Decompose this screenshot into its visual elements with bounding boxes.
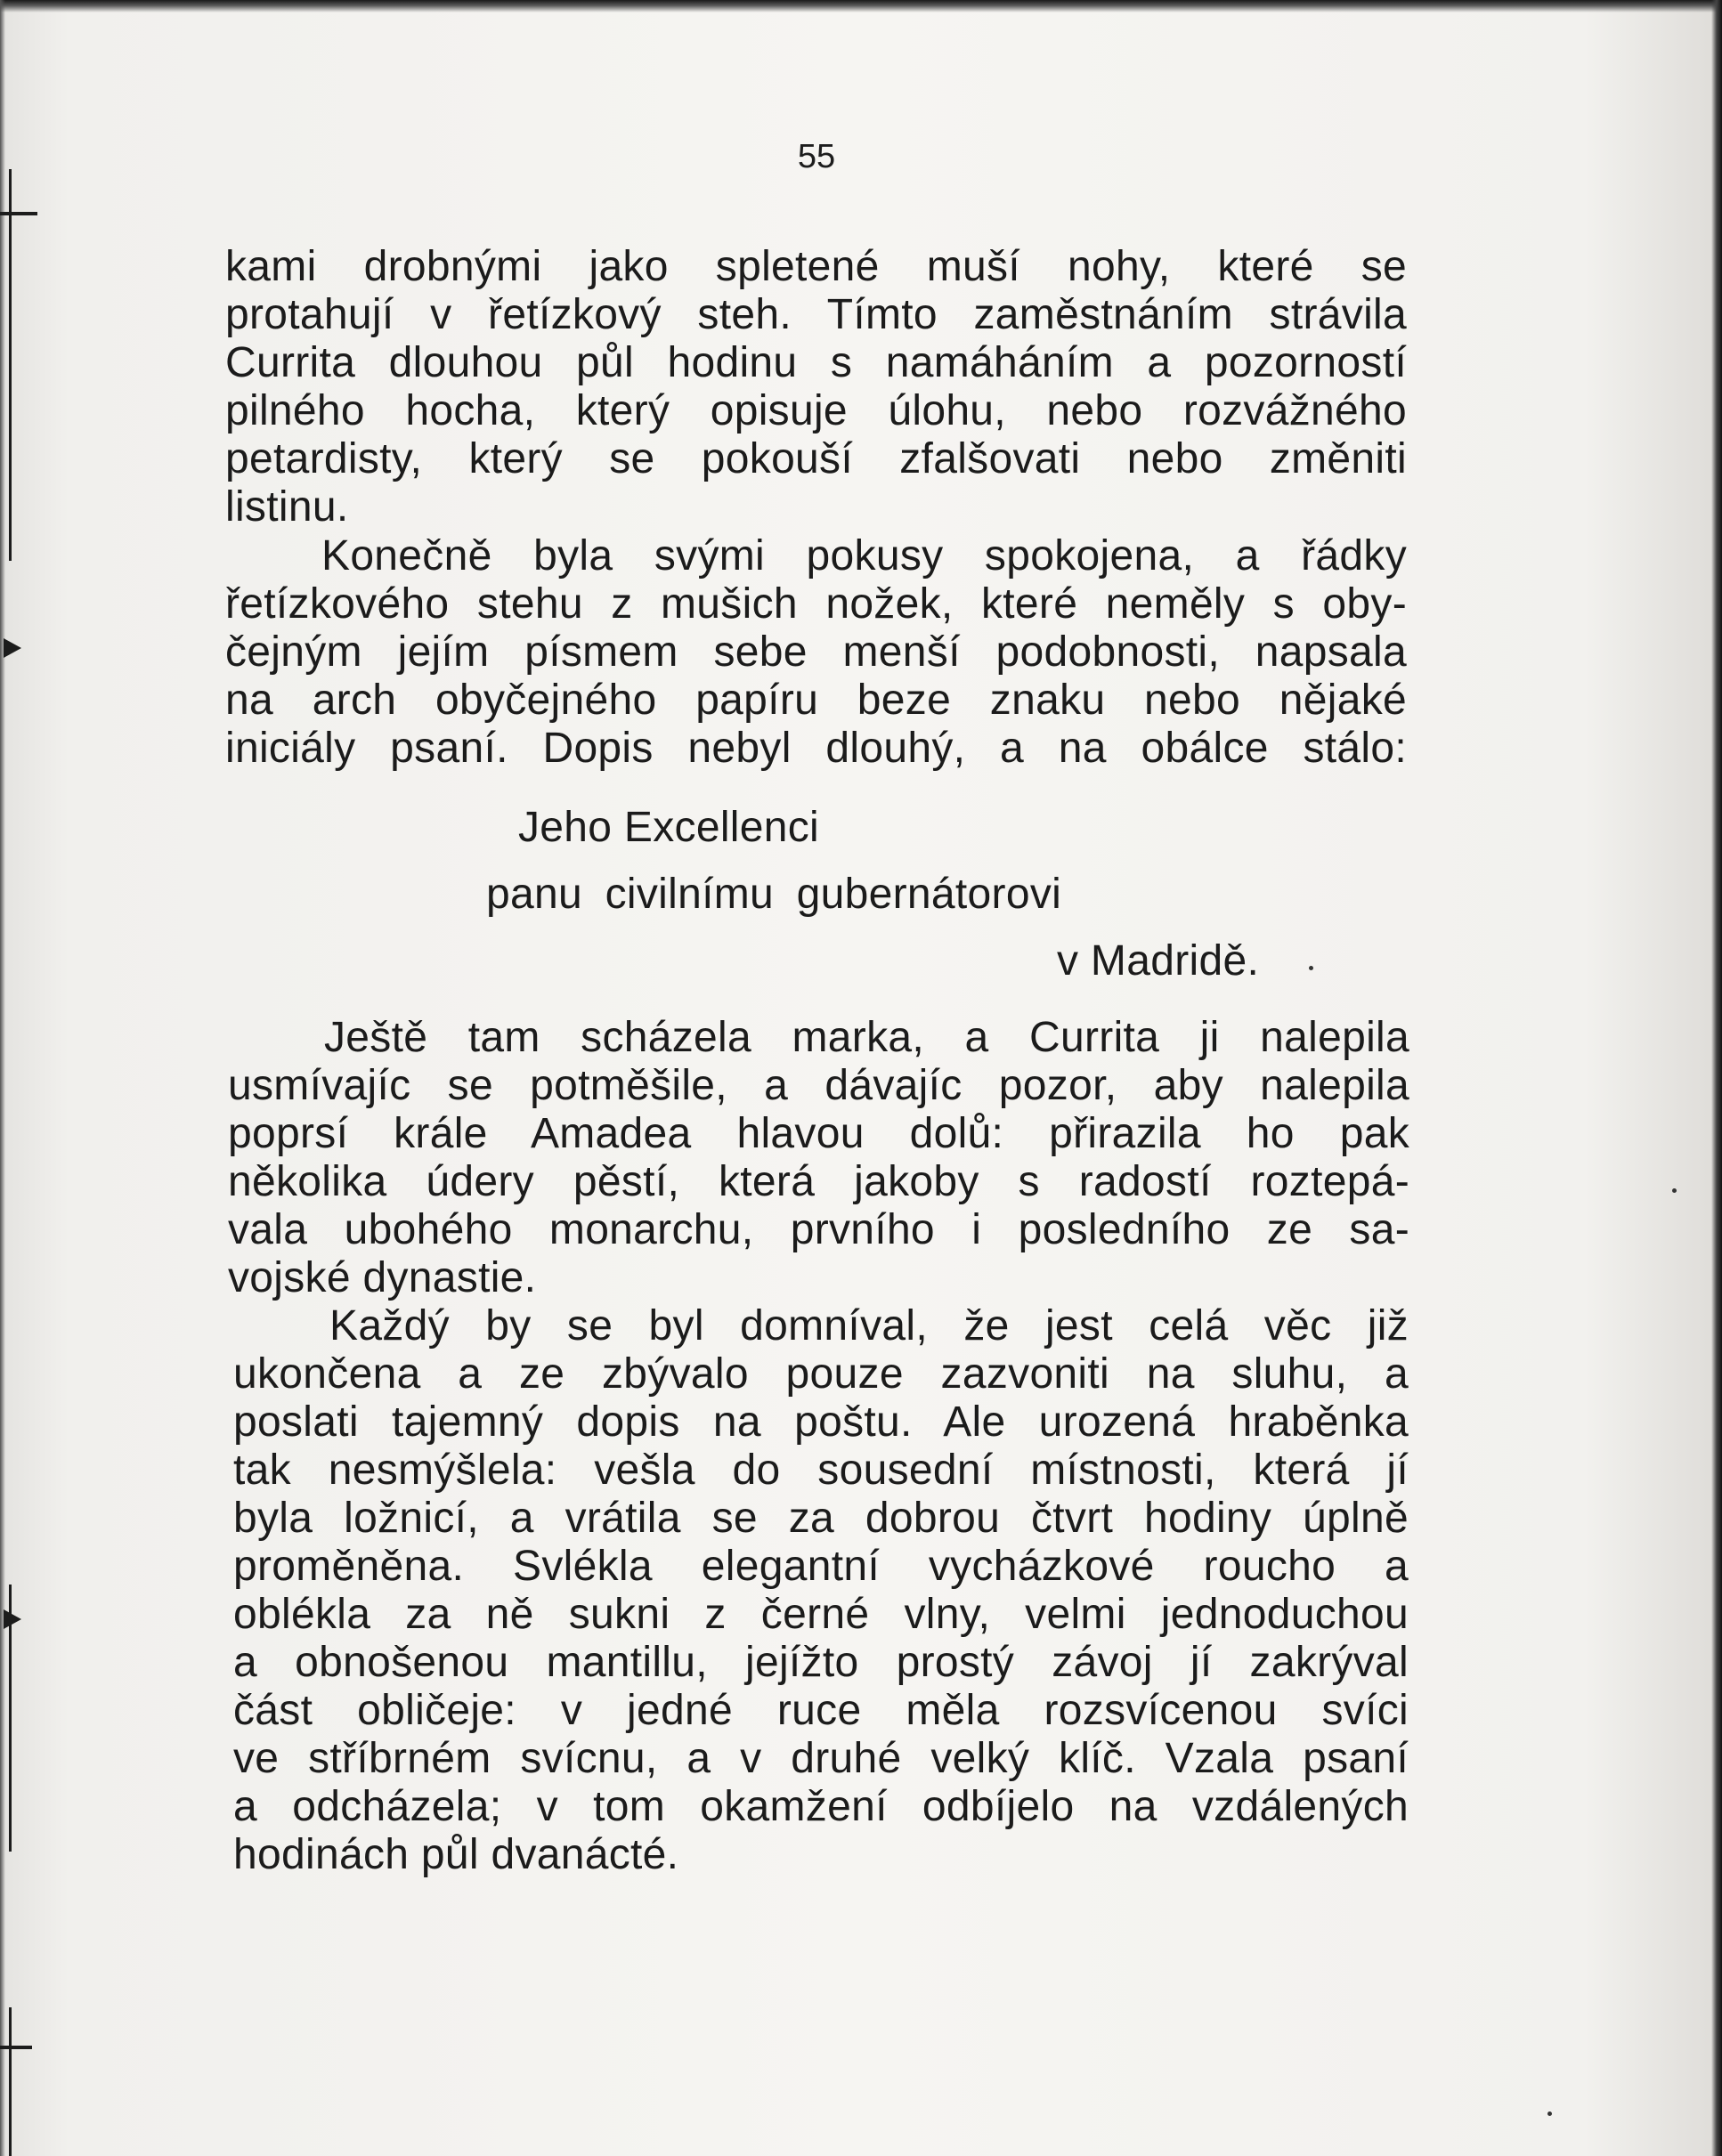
envelope-address-line-3: v Madridě. (1057, 937, 1260, 985)
text-line: a odcházela; v tom okamžení odbíjelo na vzdálených (233, 1783, 1409, 1830)
envelope-address-line-1: Jeho Excellenci (518, 804, 820, 851)
paragraph-4 (233, 1302, 1409, 1879)
text-line: vala ubohého monarchu, prvního i posledního ze sa- (228, 1206, 1409, 1253)
text-line: usmívajíc se potměšile, a dávajíc pozor, aby nalepila (228, 1062, 1409, 1109)
text-line: poslati tajemný dopis na poštu. Ale urozená hraběnka (233, 1398, 1409, 1446)
paragraph-3 (228, 1014, 1409, 1302)
binding-arrow-icon (4, 1609, 21, 1629)
text-line: čejným jejím písmem sebe menší podobnosti, napsala (225, 628, 1407, 676)
text-line: a obnošenou mantillu, jejížto prostý závoj jí zakrýval (233, 1639, 1409, 1686)
paragraph-1 (225, 243, 1407, 531)
text-line: ve stříbrném svícnu, a v druhé velký klíč. Vzala psaní (233, 1735, 1409, 1782)
binding-tick (0, 2046, 32, 2049)
text-line: proměněna. Svlékla elegantní vycházkové roucho a (233, 1543, 1409, 1590)
text-line: Currita dlouhou půl hodinu s namáháním a pozorností (225, 339, 1407, 386)
text-line: Každý by se byl domníval, že jest celá věc již (329, 1302, 1409, 1350)
text-line: listinu. (225, 483, 349, 531)
paragraph-2 (225, 532, 1407, 773)
binding-tick (0, 212, 37, 215)
text-line: Ještě tam scházela marka, a Currita ji nalepila (324, 1014, 1409, 1061)
text-line: vojské dynastie. (228, 1254, 537, 1301)
text-line: hodinách půl dvanácté. (233, 1831, 679, 1878)
text-line: Konečně byla svými pokusy spokojena, a řádky (321, 532, 1407, 580)
text-line: část obličeje: v jedné ruce měla rozsvícenou svíci (233, 1687, 1409, 1734)
envelope-address-line-2: panu civilnímu gubernátorovi (486, 871, 1062, 918)
text-line: byla ložnicí, a vrátila se za dobrou čtvrt hodiny úplně (233, 1495, 1409, 1542)
text-line: poprsí krále Amadea hlavou dolů: přirazila ho pak (228, 1110, 1409, 1157)
text-line: několika údery pěstí, která jakoby s radostí roztepá- (228, 1158, 1409, 1205)
scan-speck (1672, 1188, 1677, 1193)
scan-edge-right (1711, 0, 1722, 2156)
text-line: tak nesmýšlela: vešla do sousední místnosti, která jí (233, 1447, 1409, 1494)
text-line: ukončena a ze zbývalo pouze zazvoniti na sluhu, a (233, 1350, 1409, 1398)
text-line: petardisty, který se pokouší zfalšovati nebo změniti (225, 435, 1407, 482)
scan-speck (1309, 966, 1313, 970)
page-number: 55 (797, 138, 836, 175)
text-line: iniciály psaní. Dopis nebyl dlouhý, a na obálce stálo: (225, 725, 1407, 772)
scan-speck (1547, 2111, 1552, 2116)
scan-edge-left (0, 0, 5, 2156)
text-line: pilného hocha, který opisuje úlohu, nebo rozvážného (225, 387, 1407, 434)
scan-edge-top (0, 0, 1722, 12)
text-line: kami drobnými jako spletené muší nohy, které se (225, 243, 1407, 290)
text-line: oblékla za ně sukni z černé vlny, velmi jednoduchou (233, 1591, 1409, 1638)
text-line: na arch obyčejného papíru beze znaku nebo nějaké (225, 677, 1407, 724)
binding-line-lower (9, 2007, 12, 2156)
text-line: protahují v řetízkový steh. Tímto zaměstnáním strávila (225, 291, 1407, 338)
binding-line-upper (9, 169, 12, 561)
text-line: řetízkového stehu z mušich nožek, které neměly s oby- (225, 580, 1407, 628)
binding-arrow-icon (4, 638, 21, 658)
